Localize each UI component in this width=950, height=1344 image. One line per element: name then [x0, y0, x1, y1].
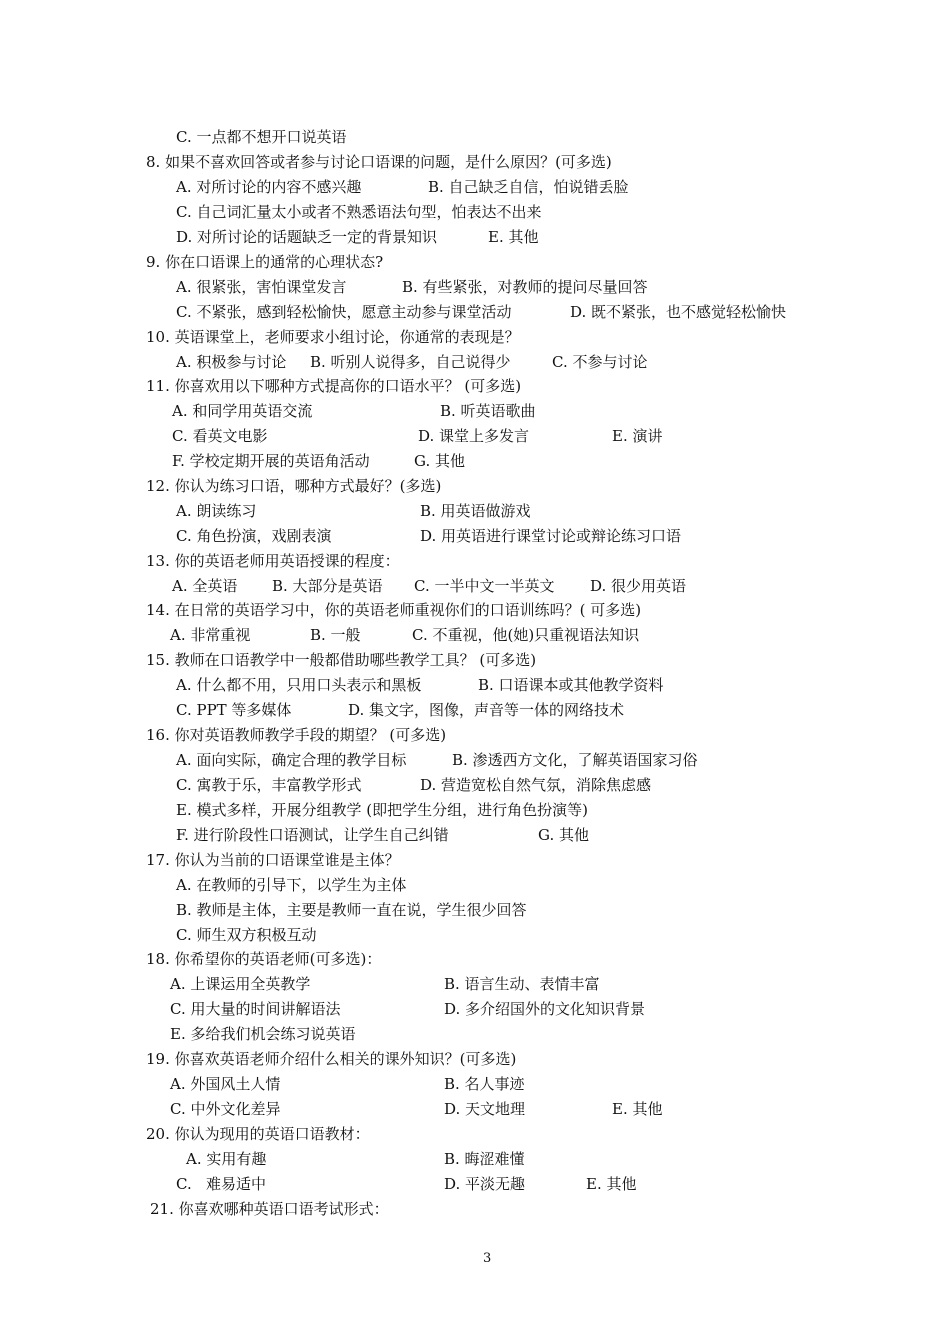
q16-option-e: E. 模式多样，开展分组教学 (即把学生分组，进行角色扮演等): [176, 801, 588, 819]
q13-question: 13. 你的英语老师用英语授课的程度：: [146, 552, 400, 570]
q11-option-b: B. 听英语歌曲: [440, 402, 536, 420]
q11-option-a: A. 和同学用英语交流: [172, 402, 313, 420]
q12-option-d: D. 用英语进行课堂讨论或辩论练习口语: [420, 527, 682, 545]
q8-option-b: B. 自己缺乏自信，怕说错丢脸: [428, 178, 629, 196]
q10-option-a: A. 积极参与讨论: [176, 353, 287, 371]
q13-option-b: B. 大部分是英语: [272, 577, 383, 595]
q7-option-c: C. 一点都不想开口说英语: [176, 128, 347, 146]
q16-option-a: A. 面向实际，确定合理的教学目标: [176, 751, 407, 769]
q8-option-a: A. 对所讨论的内容不感兴趣: [176, 178, 362, 196]
q8-option-c: C. 自己词汇量太小或者不熟悉语法句型，怕表达不出来: [176, 203, 542, 221]
q15-question: 15. 教师在口语教学中一般都借助哪些教学工具？ (可多选): [146, 651, 537, 669]
q9-option-d: D. 既不紧张，也不感觉轻松愉快: [570, 303, 787, 321]
q16-question: 16. 你对英语教师教学手段的期望？ (可多选): [146, 726, 447, 744]
q10-question: 10. 英语课堂上，老师要求小组讨论，你通常的表现是？: [146, 328, 520, 346]
q12-option-a: A. 朗读练习: [176, 502, 257, 520]
q9-option-b: B. 有些紧张，对教师的提问尽量回答: [402, 278, 648, 296]
q15-option-c: C. PPT 等多媒体: [176, 701, 292, 719]
q20-option-a: A. 实用有趣: [186, 1150, 267, 1168]
q10-option-b: B. 听别人说得多，自己说得少: [310, 353, 511, 371]
q21-question: 21. 你喜欢哪种英语口语考试形式：: [150, 1200, 389, 1218]
q11-question: 11. 你喜欢用以下哪种方式提高你的口语水平？ (可多选): [146, 377, 522, 395]
q20-option-d: D. 平淡无趣: [444, 1175, 526, 1193]
q11-option-e: E. 演讲: [612, 427, 663, 445]
q16-option-b: B. 渗透西方文化，了解英语国家习俗: [452, 751, 698, 769]
q20-question: 20. 你认为现用的英语口语教材：: [146, 1125, 370, 1143]
q18-option-c: C. 用大量的时间讲解语法: [170, 1000, 341, 1018]
q15-option-a: A. 什么都不用，只用口头表示和黑板: [176, 676, 422, 694]
q12-option-c: C. 角色扮演，戏剧表演: [176, 527, 332, 545]
q13-option-d: D. 很少用英语: [590, 577, 687, 595]
q19-option-b: B. 名人事迹: [444, 1075, 525, 1093]
q16-option-g: G. 其他: [538, 826, 589, 844]
q17-question: 17. 你认为当前的口语课堂谁是主体？: [146, 851, 400, 869]
q13-option-c: C. 一半中文一半英文: [414, 577, 555, 595]
q14-option-a: A. 非常重视: [170, 626, 251, 644]
q19-option-c: C. 中外文化差异: [170, 1100, 281, 1118]
q15-option-d: D. 集文字，图像，声音等一体的网络技术: [348, 701, 625, 719]
q20-option-b: B. 晦涩难懂: [444, 1150, 525, 1168]
q9-question: 9. 你在口语课上的通常的心理状态?: [146, 253, 384, 271]
q19-question: 19. 你喜欢英语老师介绍什么相关的课外知识？(可多选): [146, 1050, 517, 1068]
q18-option-e: E. 多给我们机会练习说英语: [170, 1025, 356, 1043]
q9-option-c: C. 不紧张，感到轻松愉快，愿意主动参与课堂活动: [176, 303, 512, 321]
q8-question: 8. 如果不喜欢回答或者参与讨论口语课的问题，是什么原因？(可多选): [146, 153, 612, 171]
q17-option-c: C. 师生双方积极互动: [176, 926, 317, 944]
q9-option-a: A. 很紧张，害怕课堂发言: [176, 278, 347, 296]
q11-option-g: G. 其他: [414, 452, 465, 470]
q8-option-e: E. 其他: [488, 228, 539, 246]
q15-option-b: B. 口语课本或其他教学资料: [478, 676, 664, 694]
q18-option-a: A. 上课运用全英教学: [170, 975, 311, 993]
q11-option-f: F. 学校定期开展的英语角活动: [172, 452, 370, 470]
q16-option-f: F. 进行阶段性口语测试，让学生自己纠错: [176, 826, 449, 844]
q10-option-c: C. 不参与讨论: [552, 353, 648, 371]
q12-question: 12. 你认为练习口语，哪种方式最好？(多选): [146, 477, 442, 495]
q13-option-a: A. 全英语: [172, 577, 238, 595]
q11-option-d: D. 课堂上多发言: [418, 427, 530, 445]
q17-option-b: B. 教师是主体，主要是教师一直在说，学生很少回答: [176, 901, 527, 919]
q19-option-e: E. 其他: [612, 1100, 663, 1118]
q19-option-d: D. 天文地理: [444, 1100, 526, 1118]
q19-option-a: A. 外国风土人情: [170, 1075, 281, 1093]
q18-option-d: D. 多介绍国外的文化知识背景: [444, 1000, 646, 1018]
q14-question: 14. 在日常的英语学习中，你的英语老师重视你们的口语训练吗？( 可多选): [146, 601, 642, 619]
q8-option-d: D. 对所讨论的话题缺乏一定的背景知识: [176, 228, 438, 246]
q14-option-b: B. 一般: [310, 626, 361, 644]
q18-option-b: B. 语言生动、表情丰富: [444, 975, 600, 993]
q20-option-c: C. 难易适中: [176, 1175, 267, 1193]
q14-option-c: C. 不重视，他(她)只重视语法知识: [412, 626, 640, 644]
q16-option-c: C. 寓教于乐，丰富教学形式: [176, 776, 362, 794]
q16-option-d: D. 营造宽松自然气氛，消除焦虑感: [420, 776, 652, 794]
q20-option-e: E. 其他: [586, 1175, 637, 1193]
q17-option-a: A. 在教师的引导下，以学生为主体: [176, 876, 407, 894]
q18-question: 18. 你希望你的英语老师(可多选)：: [146, 950, 382, 968]
page-number: 3: [483, 1251, 492, 1266]
q11-option-c: C. 看英文电影: [172, 427, 268, 445]
q12-option-b: B. 用英语做游戏: [420, 502, 531, 520]
